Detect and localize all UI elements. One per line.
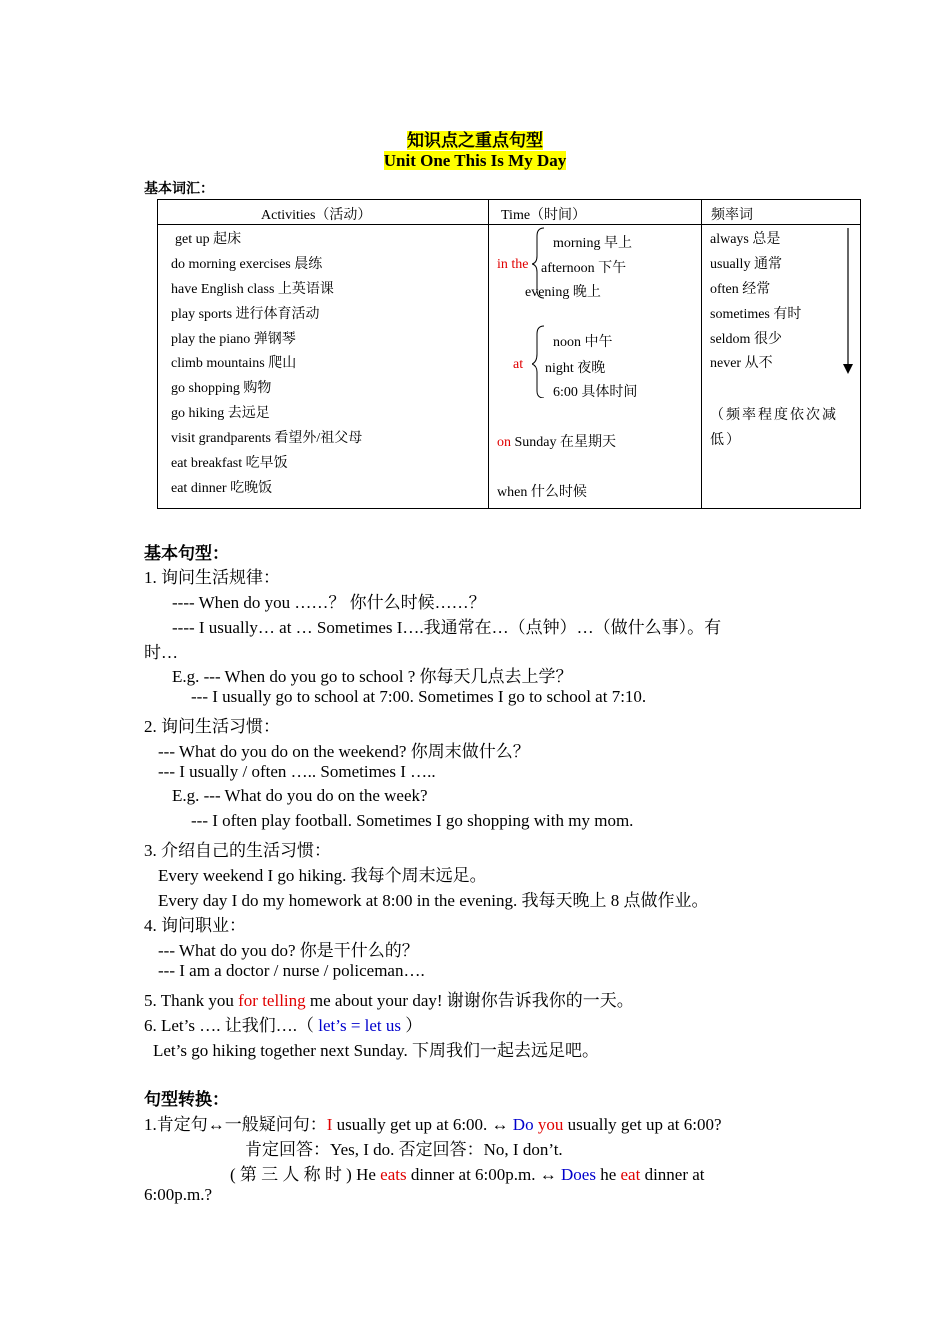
activity-item: get up 起床: [175, 232, 242, 247]
p1-question: ---- When do you ……？ 你什么时候……？: [172, 593, 486, 612]
vocab-table: [157, 199, 861, 509]
patterns-heading: 基本句型：: [144, 544, 229, 563]
time-night: night 夜晚: [545, 361, 606, 376]
t1-b: I: [326, 1115, 333, 1134]
activity-item: go shopping 购物: [171, 381, 272, 397]
vocab-heading: 基本词汇：: [144, 182, 214, 197]
time-on-rest: Sunday 在星期天: [511, 435, 616, 450]
time-when: when 什么时候: [497, 485, 587, 500]
bracket-at: [532, 326, 544, 398]
activity-item: climb mountains 爬山: [171, 356, 297, 372]
p2-example-q: E.g. --- What do you do on the week?: [172, 786, 428, 805]
p4-title: 4. 询问职业：: [144, 916, 246, 935]
p1-example-q: E.g. --- When do you go to school ? 你每天几点去上学？: [172, 667, 573, 686]
activity-item: play the piano 弹钢琴: [171, 331, 296, 347]
p1-example-a: --- I usually go to school at 7:00. Sometimes I go to school at 7:10.: [191, 687, 647, 706]
t3-d: Does: [561, 1165, 596, 1184]
p3-line-1: Every weekend I go hiking. 我每个周末远足。: [158, 866, 487, 885]
p6-example: Let’s go hiking together next Sunday. 下周我们一起去远足吧。: [153, 1041, 600, 1060]
p5-part-a: 5. Thank you: [144, 991, 239, 1010]
t1-d: Do: [512, 1115, 534, 1134]
activity-item: go hiking 去远足: [171, 406, 270, 422]
p5-part-c: me about your day! 谢谢你告诉我你的一天。: [305, 991, 634, 1010]
transform-line-1: [144, 1110, 722, 1135]
frequency-item: never 从不: [710, 356, 773, 372]
activity-item: play sports 进行体育活动: [171, 306, 320, 322]
time-afternoon: afternoon 下午: [541, 261, 627, 276]
transform-line-3: [230, 1160, 705, 1185]
t3-b: eats: [380, 1165, 407, 1184]
time-six: 6:00 具体时间: [553, 385, 638, 400]
t3-c: dinner at 6:00p.m. ↔: [406, 1165, 561, 1184]
time-noon: noon 中午: [553, 335, 613, 350]
p6-part-c: ）: [401, 1016, 423, 1035]
t3-g: dinner at: [640, 1165, 705, 1184]
title-line-1: [0, 126, 950, 151]
activity-item: eat dinner 吃晚饭: [171, 480, 273, 496]
frequency-item: usually 通常: [710, 256, 782, 272]
frequency-note: （频率程度依次减低）: [710, 408, 838, 448]
p2-example-a: --- I often play football. Sometimes I go shopping with my mom.: [191, 811, 634, 830]
activities-list: [171, 228, 362, 502]
p2-title: 2. 询问生活习惯：: [144, 717, 280, 736]
header-frequency: 频率词: [711, 208, 753, 223]
time-evening: evening 晚上: [525, 285, 601, 300]
title-text-1: 知识点之重点句型: [407, 131, 543, 150]
time-morning: morning 早上: [553, 236, 632, 251]
header-activities: Activities（活动）: [261, 208, 372, 223]
activity-item: have English class 上英语课: [171, 281, 334, 297]
t1-g: usually get up at 6:00?: [563, 1115, 722, 1134]
transform-line-4: 6:00p.m.?: [144, 1185, 212, 1204]
p3-title: 3. 介绍自己的生活习惯：: [144, 841, 331, 860]
header-time: Time（时间）: [501, 208, 587, 223]
t3-e: he: [595, 1165, 621, 1184]
frequency-item: sometimes 有时: [710, 306, 802, 322]
table-header-divider: [158, 224, 860, 225]
time-on: on: [497, 435, 511, 450]
p1-answer-2: 时…: [144, 643, 178, 662]
t3-f: eat: [620, 1165, 641, 1184]
p4-question: --- What do you do? 你是干什么的？: [158, 941, 419, 960]
p5-highlight: for telling: [238, 991, 306, 1010]
frequency-item: often 经常: [710, 281, 771, 297]
p5-line: [144, 986, 634, 1011]
p1-title: 1. 询问生活规律：: [144, 568, 280, 587]
transform-line-2: 肯定回答：Yes, I do. 否定回答：No, I don’t.: [245, 1140, 563, 1159]
t1-a: 1.肯定句↔一般疑问句：: [144, 1115, 327, 1134]
title-text-2: Unit One This Is My Day: [383, 151, 567, 170]
p1-answer-1: ---- I usually… at … Sometimes I….我通常在…（点钟）…（做什么事）。有: [172, 618, 722, 637]
time-in-the: in the: [497, 257, 529, 272]
p6-highlight: let’s = let us: [318, 1016, 402, 1035]
t1-c: usually get up at 6:00. ↔: [332, 1115, 513, 1134]
p4-answer: --- I am a doctor / nurse / policeman….: [158, 961, 425, 980]
t1-f: you: [537, 1115, 564, 1134]
p6-line: [144, 1011, 422, 1036]
time-at: at: [513, 357, 524, 372]
down-arrow-icon: [842, 228, 854, 376]
frequency-item: seldom 很少: [710, 331, 782, 347]
p2-question: --- What do you do on the weekend? 你周末做什么？: [158, 742, 530, 761]
t3-a: ( 第 三 人 称 时 ) He: [230, 1165, 381, 1184]
p2-answer: --- I usually / often ….. Sometimes I …..: [158, 762, 436, 781]
activity-item: visit grandparents 看望外/祖父母: [171, 431, 363, 447]
transform-heading: 句型转换：: [144, 1090, 229, 1109]
table-divider-1: [488, 200, 489, 508]
time-on-sunday: [497, 431, 616, 451]
p6-part-a: 6. Let’s …. 让我们….（: [144, 1016, 319, 1035]
table-divider-2: [701, 200, 702, 508]
activity-item: do morning exercises 晨练: [171, 256, 323, 272]
frequency-item: always 总是: [710, 232, 781, 247]
p3-line-2: Every day I do my homework at 8:00 in the evening. 我每天晚上 8 点做作业。: [158, 891, 709, 910]
activity-item: eat breakfast 吃早饭: [171, 456, 288, 472]
title-line-2: [0, 151, 950, 171]
frequency-list: [710, 228, 801, 377]
